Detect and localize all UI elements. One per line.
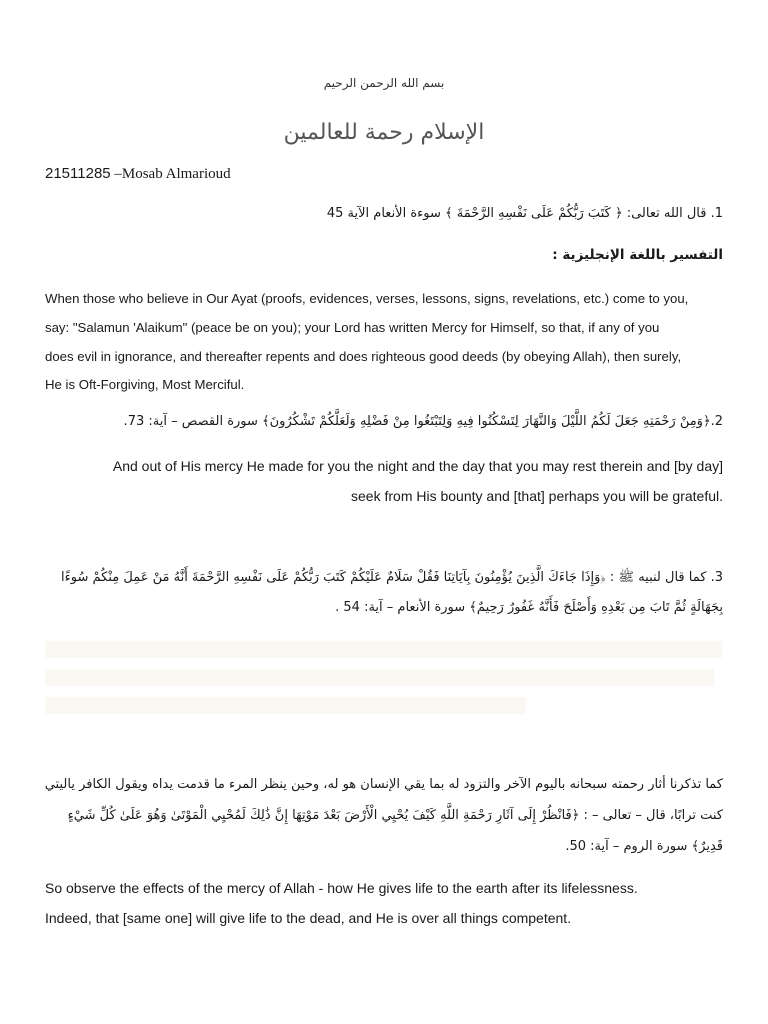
verse-4-line: قَدِيرٌ﴾ سورة الروم – آية: 50. <box>565 839 723 854</box>
translation-2-line: seek from His bounty and [that] perhaps you will be grateful. <box>351 488 723 504</box>
translation-1-line: He is Oft-Forgiving, Most Merciful. <box>45 377 245 392</box>
student-id: 21511285 <box>45 165 111 182</box>
translation-4-line: So observe the effects of the mercy of Allah - how He gives life to the earth after its lifelessness. <box>45 880 638 896</box>
translation-2-line: And out of His mercy He made for you the night and the day that you may rest therein and [by day] <box>112 458 723 474</box>
basmala: بسم الله الرحمن الرحيم <box>323 76 445 90</box>
verse-3-line: 3. كما قال لنبيه ﷺ : ﴿وَإِذَا جَاءَكَ الَّذِينَ يُؤْمِنُونَ بِآيَاتِنَا فَقُلْ سَلَامٌ عَلَيْكُمْ كَتَبَ رَبُّكُمْ عَلَى نَفْسِهِ الرَّحْمَةَ أَنَّهُ مَنْ عَمِلَ مِنْكُمْ سُوءًا <box>61 570 723 585</box>
translation-4-line: Indeed, that [same one] will give life to the dead, and He is over all things competent. <box>45 910 572 926</box>
verse-2: 2.﴿وَمِنْ رَحْمَتِهِ جَعَلَ لَكُمُ اللَّيْلَ وَالنَّهَارَ لِتَسْكُنُوا فِيهِ وَلِتَبْتَغُوا مِنْ فَضْلِهِ وَلَعَلَّكُمْ تَشْكُرُونَ﴾ سورة القصص – آية: 73. <box>123 414 723 429</box>
translation-heading: التفسير باللغة الإنجليزية : <box>552 247 723 263</box>
verse-1: 1. قال الله تعالى: ﴿ كَتَبَ رَبُّكُمْ عَلَى نَفْسِهِ الرَّحْمَةَ ﴾ سوءة الأنعام الآية 45 <box>326 206 723 221</box>
document-title: الإسلام رحمة للعالمين <box>283 120 485 145</box>
verse-4-line: كنت ترابًا، قال – تعالى – : ﴿فَانْظُرْ إِلَى آثَارِ رَحْمَةِ اللَّهِ كَيْفَ يُحْيِي الْأَرْضَ بَعْدَ مَوْتِهَا إِنَّ ذَٰلِكَ لَمُحْيِي الْمَوْتَىٰ وَهُوَ عَلَىٰ كُلِّ شَيْءٍ <box>67 808 723 823</box>
highlight-band <box>45 669 714 686</box>
highlight-band <box>45 697 526 714</box>
translation-1-line: say: "Salamun 'Alaikum" (peace be on you); your Lord has written Mercy for Himself, so that, if any of you <box>45 320 660 335</box>
translation-1-line: does evil in ignorance, and thereafter repents and does righteous good deeds (by obeying Allah), then surely, <box>45 349 682 364</box>
author-line <box>45 165 231 183</box>
translation-1-line: When those who believe in Our Ayat (proofs, evidences, verses, lessons, signs, revelations, etc.) come to you, <box>45 291 689 306</box>
highlight-band <box>45 641 722 658</box>
author-name: –Mosab Almarioud <box>114 166 231 182</box>
verse-3-line: بِجَهَالَةٍ ثُمَّ تَابَ مِن بَعْدِهِ وَأَصْلَحَ فَأَنَّهُ غَفُورٌ رَحِيمٌ﴾ سورة الأنعام – آية: 54 . <box>335 600 723 615</box>
verse-4-line: كما تذكرنا أثار رحمته سبحانه باليوم الآخر والتزود له بما يقي الإنسان هو له، وحين ينظر المرء ما قدمت يداه ويقول الكافر ياليتي <box>44 777 723 792</box>
